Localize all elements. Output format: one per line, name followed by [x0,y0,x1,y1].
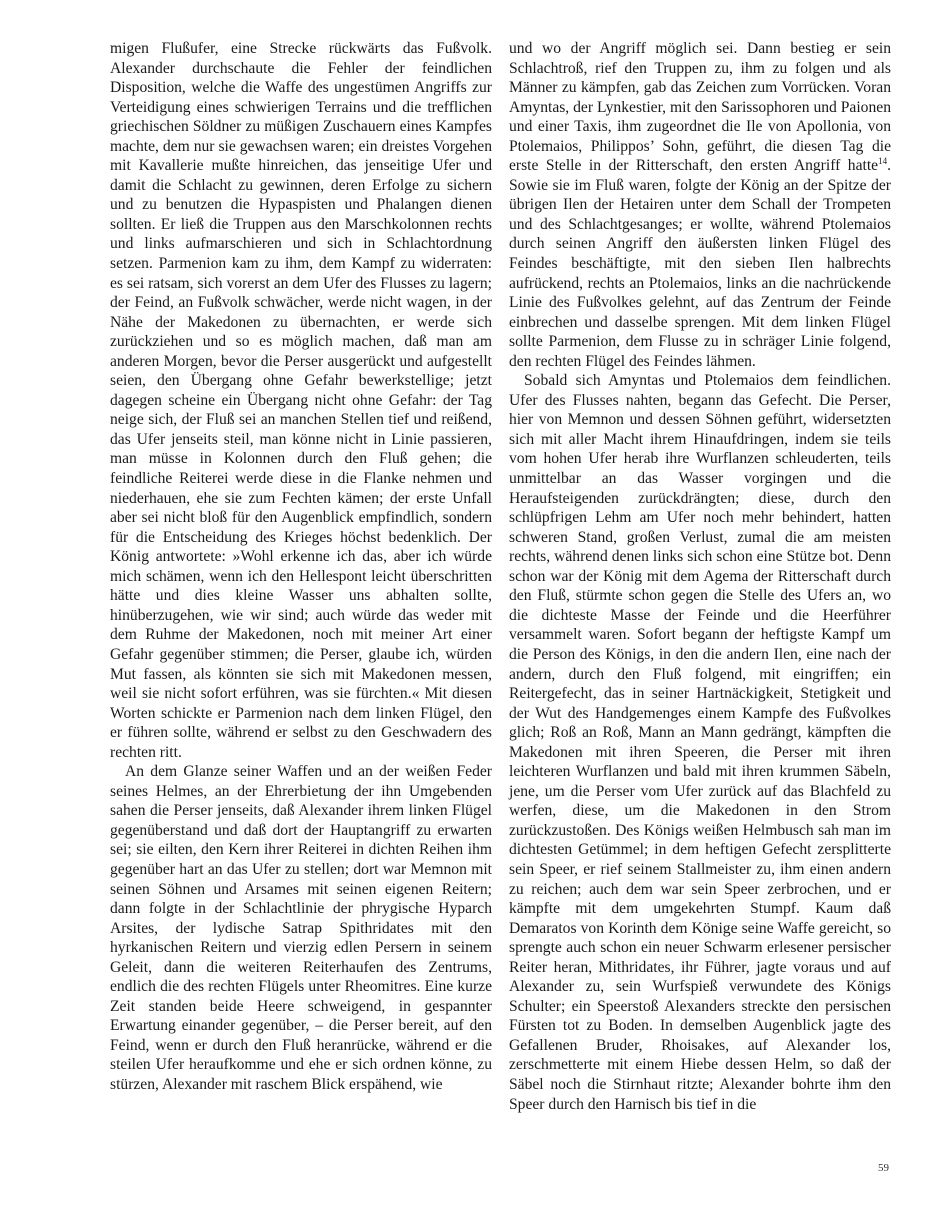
paragraph-continued: migen Flußufer, eine Strecke rückwärts das Fußvolk. Alexander durchschaute die Fehler der feindlichen Disposition, welche die Waffe des ungestümen Angriffs zur Verteidigung eines schwierigen Terrains und die trefflichen griechischen Söldner zu müßigen Zuschauern eines Kampfes machte, dem nur sie gewachsen waren; ein dreistes Vorgehen mit Kavallerie mußte hinreichen, das jenseitige Ufer und damit die Schlacht zu gewinnen, deren Erfolge zu sichern und zu benutzen die Hypaspisten und Phalangen dienen sollten. Er ließ die Truppen aus den Marschkolonnen rechts und links aufmarschieren und sich in Schlachtordnung setzen. Parmenion kam zu ihm, dem Kampf zu widerraten: es sei ratsam, sich vorerst an dem Ufer des Flusses zu lagern; der Feind, an Fußvolk schwächer, werde nicht wagen, in der Nähe der Makedonen zu übernachten, er werde sich zurückziehen und so es möglich machen, daß man am anderen Morgen, bevor die Perser ausgerückt und aufgestellt seien, den Übergang ohne Gefahr bewerkstellige; jetzt dagegen scheine ein Übergang nicht ohne Gefahr: der Tag neige sich, der Fluß sei an manchen Stellen tief und reißend, das Ufer jenseits steil, man könne nicht in Linie passieren, man müsse in Kolonnen durch den Fluß gehen; die feindliche Reiterei werde diese in die Flanke nehmen und niederhauen, ehe sie zum Fechten kämen; der erste Unfall aber sei nicht bloß für den Augenblick empfindlich, sondern für die Entscheidung des Krieges höchst bedenklich. Der König antwortete: »Wohl erkenne ich das, aber ich würde mich schämen, wenn ich den Hellespont leicht überschritten hätte und dies kleine Wasser uns abhalten sollte, hinüberzugehen, wie wir sind; auch würde das weder mit dem Ruhme der Makedonen, noch mit meiner Art einer Gefahr gegenüber stimmen; die Perser, glaube ich, würden Mut fassen, als könnten sie sich mit Makedonen messen, weil sie nicht sofort erführen, was sie fürchten.« Mit diesen Worten schickte er Parmenion nach dem linken Flügel, den er führen sollte, während er selbst zu den Geschwadern des rechten ritt. [110,40,492,761]
page-number: 59 [878,1162,889,1174]
paragraph-continued [509,39,891,371]
paragraph-text-before-footnote: und wo der Angriff möglich sei. Dann bestieg er sein Schlachtroß, rief den Truppen zu, ihm zu folgen und als Männer zu kämpfen, gab das Zeichen zum Vorrücken. Voran Amyntas, der Lynkestier, mit den Sarissophoren und Paionen und einer Taxis, ihm zugeordnet die Ile von Apollonia, von Ptolemaios, Philippos’ Sohn, geführt, die diesen Tag die erste Stelle in der Ritterschaft, den ersten Angriff hatte [509,40,891,175]
right-column [509,39,891,1114]
paragraph: Sobald sich Amyntas und Ptolemaios dem feindlichen. Ufer des Flusses nahten, begann das Gefecht. Die Perser, hier von Memnon und dessen Söhnen geführt, widersetzten sich mit aller Macht ihrem Hinaufdringen, indem sie teils vom hohen Ufer herab ihre Wurflanzen schleuderten, teils unmittelbar an das Wasser vorgingen und die Heraufsteigenden zurückdrängten; diese, durch den schlüpfrigen Lehm am Ufer noch mehr behindert, hatten schweren Stand, großen Verlust, zumal die am meisten rechts, während denen links sich schon eine Stütze bot. Denn schon war der König mit dem Agema der Ritterschaft durch den Fluß, stürmte schon gegen die Stelle des Ufers an, wo die dichteste Masse der Feinde und die Heerführer versammelt waren. Sofort begann der heftigste Kampf um die Person des Königs, in den die andern Ilen, eine nach der andern, durch den Fluß folgend, mit eingriffen; ein Reitergefecht, das in seiner Hartnäckigkeit, Stetigkeit und der Wut des Handgemenges einem Kampfe des Fußvolkes glich; Roß an Roß, Mann an Mann gedrängt, kämpften die Makedonen mit ihren Speeren, die Perser mit ihren leichteren Wurflanzen und bald mit ihren krummen Säbeln, jene, um die Perser vom Ufer zurück auf das Blachfeld zu werfen, diese, um die Makedonen in den Strom zurückzustoßen. Des Königs weißen Helmbusch sah man im dichtesten Getümmel; in dem heftigen Gefecht zersplitterte sein Speer, er rief seinem Stallmeister zu, ihm einen andern zu reichen; auch dem war sein Speer zerbrochen, und er kämpfte mit dem umgekehrten Stumpf. Kaum daß Demaratos von Korinth dem Könige seine Waffe gereicht, so sprengte auch schon ein neuer Schwarm erlesener persischer Reiter heran, Mithridates, ihr Führer, jagte voraus und auf Alexander zu, sein Wurfspieß verwundete des Königs Schulter; ein Speerstoß Alexanders streckte den persischen Fürsten tot zu Boden. In demselben Augenblick jagte des Gefallenen Bruder, Rhoisakes, auf Alexander los, zerschmetterte mit einem Hiebe dessen Helm, so daß der Säbel noch die Stirnhaut ritzte; Alexander bohrte ihm den Speer durch den Harnisch bis tief in die [509,372,891,1113]
paragraph-text-after-footnote: . Sowie sie im Fluß waren, folgte der König an der Spitze der übrigen Ilen der Hetairen unter dem Schall der Trompeten und des Schlachtgesanges; er wollte, während Ptolemaios durch seinen Angriff den äußersten linken Flügel des Feindes beschäftigte, mit den sieben Ilen halbrechts aufrückend, rechts an Ptolemaios, links an die nachrückende Linie des Fußvolkes gelehnt, auf das Zentrum der Feinde einbrechen und dasselbe sprengen. Mit dem linken Flügel sollte Parmenion, dem Flusse zu in schräger Linie folgend, den rechten Flügel des Feindes lähmen. [509,157,891,370]
left-column [110,39,492,1095]
paragraph: An dem Glanze seiner Waffen und an der weißen Feder seines Helmes, an der Ehrerbietung der ihn Umgebenden sahen die Perser jenseits, daß Alexander ihrem linken Flügel gegenüberstand und daß dort der Hauptangriff zu erwarten sei; sie eilten, den Kern ihrer Reiterei in dichten Reihen ihm gegenüber hart an das Ufer zu stellen; dort war Memnon mit seinen Söhnen und Arsames mit seinen eigenen Reitern; dann folgte in der Schlachtlinie der phrygische Hyparch Arsites, der lydische Satrap Spithridates mit den hyrkanischen Reitern und vierzig edlen Persern in seinem Geleit, dann die weiteren Reiterhaufen des Zentrums, endlich die des rechten Flügels unter Rheomitres. Eine kurze Zeit standen beide Heere schweigend, in gespannter Erwartung einander gegenüber, – die Perser bereit, auf den Feind, wenn er durch den Fluß heranrücke, während er die steilen Ufer heraufkomme und ehe er sich ordnen könne, zu stürzen, Alexander mit raschem Blick erspähend, wie [110,763,492,1093]
footnote-reference[interactable]: 14 [878,156,888,167]
